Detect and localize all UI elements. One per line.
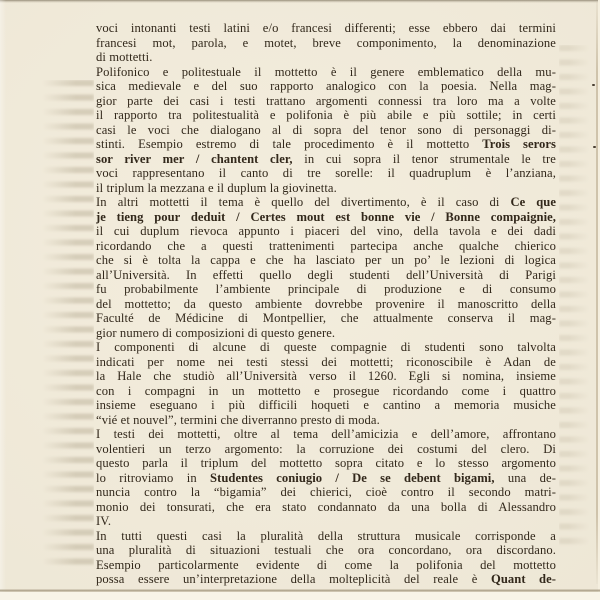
text-line bbox=[96, 79, 556, 94]
text-line bbox=[96, 456, 556, 471]
text-line bbox=[96, 253, 556, 268]
text-segment: nuncia contro la “bigamia” dei chierici, cioè contro il secondo matri- bbox=[96, 485, 556, 499]
text-line bbox=[96, 152, 556, 167]
text-segment: Polifonico e politestuale il mottetto è il genere emblematico della mu- bbox=[96, 64, 556, 79]
text-segment: In altri mottetti il tema è quello del divertimento, è il caso di bbox=[96, 195, 511, 209]
text-segment: stinti. Esempio estremo di tale procedimento è il mottetto bbox=[96, 137, 483, 151]
text-segment: I testi dei mottetti, oltre al tema dell’amicizia e dell’amore, affrontano bbox=[96, 427, 556, 441]
text-line bbox=[96, 442, 556, 457]
text-line bbox=[96, 500, 556, 515]
text-segment: volentieri un terzo argomento: la corruzione dei costumi del clero. Di bbox=[96, 441, 556, 456]
text-line bbox=[96, 108, 556, 123]
text-line bbox=[96, 282, 556, 297]
text-segment: voci rappresentano il canto di tre sorelle: il quadruplum è l’anziana, bbox=[96, 166, 556, 180]
text-line bbox=[96, 268, 556, 283]
ink-speck bbox=[593, 146, 596, 148]
ink-speck bbox=[592, 84, 595, 86]
bold-title-phrase: sor river mer / chantent cler, bbox=[96, 151, 293, 166]
show-through-text-left bbox=[42, 80, 94, 568]
text-line bbox=[96, 94, 556, 109]
text-segment: In tutti questi casi la pluralità della struttura musicale corrisponde a bbox=[96, 528, 556, 543]
text-segment: gior numero di composizioni di questo genere. bbox=[96, 325, 336, 340]
text-line bbox=[96, 427, 556, 442]
text-line bbox=[96, 137, 556, 152]
text-line bbox=[96, 166, 556, 181]
bold-title-phrase: je tieng pour deduit / Certes mout est bonne vie / Bonne compaignie, bbox=[96, 209, 556, 224]
bold-title-phrase: Trois serors bbox=[482, 137, 556, 151]
text-line bbox=[96, 369, 556, 384]
text-segment: francesi mot, parola, e motet, breve componimento, la denominazione bbox=[96, 35, 556, 50]
text-line bbox=[96, 340, 556, 355]
text-line bbox=[96, 572, 556, 587]
text-line bbox=[96, 413, 556, 428]
text-segment: del mottetto; da questo ambiente dovrebbe provenire il manoscritto della bbox=[96, 296, 556, 311]
text-line bbox=[96, 123, 556, 138]
text-segment: che si è tolta la cappa e che ha lasciato per un po’ le lezioni di logica bbox=[96, 253, 556, 267]
show-through-text-right bbox=[559, 45, 591, 550]
text-segment: voci intonanti testi latini e/o francesi differenti; esse ebbero dai termini bbox=[96, 21, 556, 35]
text-segment: il triplum la mezzana e il duplum la giovinetta. bbox=[96, 180, 337, 195]
text-segment: in cui sopra il tenor strumentale le tre bbox=[292, 151, 556, 166]
text-line bbox=[96, 558, 556, 573]
text-segment: una de- bbox=[494, 470, 556, 485]
text-line bbox=[96, 529, 556, 544]
text-line bbox=[96, 50, 556, 65]
text-line bbox=[96, 398, 556, 413]
text-segment: all’Università. In effetti quello degli studenti dell’Università di Parigi bbox=[96, 267, 556, 282]
text-segment: questo parla il triplum del mottetto sopra citato e lo stesso argomento bbox=[96, 456, 556, 470]
text-line bbox=[96, 326, 556, 341]
text-segment: fu probabilmente l’ambiente principale di produzione e di consumo bbox=[96, 282, 556, 296]
bold-title-phrase: Quant de- bbox=[491, 572, 556, 586]
text-line bbox=[96, 36, 556, 51]
text-segment: IV. bbox=[96, 514, 112, 528]
text-segment: lo ritroviamo in bbox=[96, 470, 211, 485]
page-top-edge bbox=[0, 0, 600, 3]
text-segment: una pluralità di situazioni testuali che ora concordano, ora discordano. bbox=[96, 543, 556, 557]
text-line bbox=[96, 224, 556, 239]
text-segment: Esempio particolarmente evidente di come la polifonia del mottetto bbox=[96, 557, 556, 572]
text-line bbox=[96, 514, 556, 529]
text-segment: insieme eseguano i più difficili hoqueti e cantino a memoria musiche bbox=[96, 398, 556, 412]
text-line bbox=[96, 311, 556, 326]
text-line bbox=[96, 21, 556, 36]
text-segment: I componenti di alcune di queste compagnie di studenti sono talvolta bbox=[96, 340, 556, 354]
text-segment: gior parte dei casi i testi trattano argomenti connessi tra loro ma a volte bbox=[96, 93, 556, 108]
text-line bbox=[96, 471, 556, 486]
underlying-page-edge bbox=[0, 592, 600, 600]
text-segment: il cui duplum rievoca appunto i piaceri del vino, della tavola e dei dadi bbox=[96, 224, 556, 238]
text-segment: possa essere un’interpretazione della molteplicità del reale è bbox=[96, 572, 492, 586]
text-segment: sica medievale e del suo rapporto analogico con la poesia. Nella mag- bbox=[96, 79, 556, 93]
text-segment: ricordando che a questi trattenimenti partecipa anche qualche chierico bbox=[96, 238, 556, 253]
text-segment: il rapporto tra politestualità e polifonia è più abile e più sottile; in certi bbox=[96, 108, 556, 122]
bold-title-phrase: Ce que bbox=[510, 195, 556, 209]
text-line bbox=[96, 297, 556, 312]
text-segment: monio dei tonsurati, che era stato condannato da una bolla di Alessandro bbox=[96, 499, 556, 514]
bold-title-phrase: Studentes coniugio / De se debent bigami, bbox=[210, 470, 495, 485]
text-segment: indicati per nome nei testi stessi dei mottetti; riconoscibile è Adan de bbox=[96, 354, 556, 369]
text-segment: la Hale che studiò all’Università verso il 1260. Egli si nomina, insieme bbox=[96, 369, 556, 383]
text-segment: casi le voci che dialogano al di sopra del tenor sono di personaggi di- bbox=[96, 122, 556, 137]
text-line bbox=[96, 210, 556, 225]
text-line bbox=[96, 485, 556, 500]
text-line bbox=[96, 239, 556, 254]
text-segment: Faculté de Médicine di Montpellier, che attualmente conserva il mag- bbox=[96, 311, 556, 325]
text-line bbox=[96, 181, 556, 196]
text-line bbox=[96, 543, 556, 558]
page-left-edge bbox=[0, 0, 6, 600]
text-line bbox=[96, 384, 556, 399]
text-segment: con i compagni in un mottetto e prosegue ricordando come i quattro bbox=[96, 383, 556, 398]
text-line bbox=[96, 355, 556, 370]
text-line bbox=[96, 195, 556, 210]
text-segment: “vié et nouvel”, termini che diverranno presto di moda. bbox=[96, 412, 380, 427]
text-line bbox=[96, 65, 556, 80]
page-text bbox=[96, 21, 556, 587]
text-segment: di mottetti. bbox=[96, 50, 153, 64]
